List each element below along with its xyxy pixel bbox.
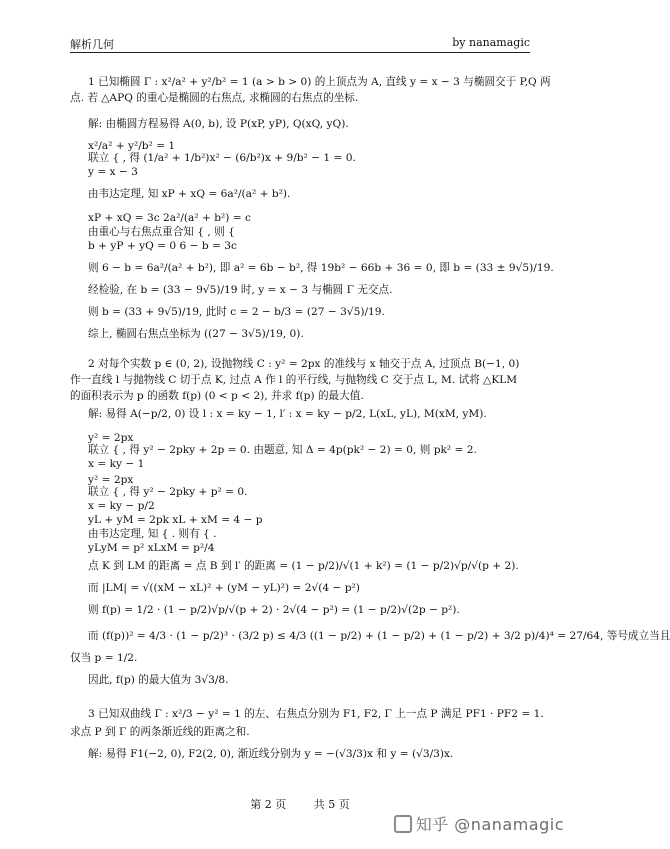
text-line-l20: 联立 { , 得 y² − 2pky + 2p = 0. 由题意, 知 Δ = 4p(pk² − 2) = 0, 则 pk² = 2. [88, 444, 477, 456]
text-line-l07: 由韦达定理, 知 xP + xQ = 6a²/(a² + b²). [88, 188, 291, 200]
footer-total-pages: 共 5 页 [313, 798, 350, 811]
text-line-l14: 综上, 椭圆右焦点坐标为 ((27 − 3√5)/19, 0). [88, 328, 304, 340]
text-line-l03: 解: 由椭圆方程易得 A(0, b), 设 P(xP, yP), Q(xQ, yQ). [88, 118, 349, 130]
text-line-l32: 仅当 p = 1/2. [70, 652, 138, 664]
text-line-l19: y² = 2px [88, 432, 134, 444]
zhihu-logo-icon [394, 815, 412, 833]
text-line-l17: 的面积表示为 p 的函数 f(p) (0 < p < 2), 并求 f(p) 的最大值. [70, 390, 364, 402]
text-line-l15: 2 对每个实数 p ∈ (0, 2), 设抛物线 C : y² = 2px 的准线与 x 轴交于点 A, 过顶点 B(−1, 0) [88, 358, 520, 370]
text-line-l33: 因此, f(p) 的最大值为 3√3/8. [88, 674, 229, 686]
text-line-l18: 解: 易得 A(−p/2, 0) 设 l : x = ky − 1, l′ : x = ky − p/2, L(xL, yL), M(xM, yM). [88, 408, 487, 420]
text-line-l28: 点 K 到 LM 的距离 = 点 B 到 l′ 的距离 = (1 − p/2)/√(1 + k²) = (1 − p/2)√p/√(p + 2). [88, 560, 519, 572]
text-line-l05: 联立 { , 得 (1/a² + 1/b²)x² − (6/b²)x + 9/b² − 1 = 0. [88, 152, 356, 164]
text-line-l06: y = x − 3 [88, 166, 138, 178]
text-line-l16: 作一直线 l 与抛物线 C 切于点 K, 过点 A 作 l 的平行线, 与抛物线 C 交于点 L, M. 试将 △KLM [70, 374, 518, 386]
text-line-l26: 由韦达定理, 知 { . 则有 { . [88, 528, 217, 540]
text-line-l21: x = ky − 1 [88, 458, 145, 470]
text-line-l22: y² = 2px [88, 474, 134, 486]
text-line-l11: 则 6 − b = 6a²/(a² + b²), 即 a² = 6b − b², 得 19b² − 66b + 36 = 0, 即 b = (33 ± 9√5)/19. [88, 262, 554, 274]
text-line-l04: x²/a² + y²/b² = 1 [88, 140, 176, 152]
text-line-l12: 经检验, 在 b = (33 − 9√5)/19 时, y = x − 3 与椭圆 Γ 无交点. [88, 284, 393, 296]
text-line-l23: 联立 { , 得 y² − 2pky + p² = 0. [88, 486, 248, 498]
header-rule [70, 52, 530, 53]
text-line-l25: yL + yM = 2pk xL + xM = 4 − p [88, 514, 263, 526]
text-line-l27: yLyM = p² xLxM = p²/4 [88, 542, 215, 554]
text-line-l13: 则 b = (33 + 9√5)/19, 此时 c = 2 − b/3 = (27 − 3√5)/19. [88, 306, 385, 318]
text-line-l08: xP + xQ = 3c 2a²/(a² + b²) = c [88, 212, 251, 224]
header-author: by nanamagic [452, 36, 530, 49]
text-line-l35: 求点 P 到 Γ 的两条渐近线的距离之和. [70, 726, 250, 738]
header-title: 解析几何 [70, 38, 114, 51]
watermark-text: 知乎 @nanamagic [415, 815, 564, 834]
footer [0, 796, 600, 812]
footer-page-number: 第 2 页 [250, 798, 287, 811]
watermark [394, 812, 564, 835]
text-line-l10: b + yP + yQ = 0 6 − b = 3c [88, 240, 237, 252]
text-line-l36: 解: 易得 F1(−2, 0), F2(2, 0), 渐近线分别为 y = −(√3/3)x 和 y = (√3/3)x. [88, 748, 454, 760]
text-line-l34: 3 已知双曲线 Γ : x²/3 − y² = 1 的左、右焦点分别为 F1, F2, Γ 上一点 P 满足 PF1 · PF2 = 1. [88, 708, 544, 720]
text-line-l24: x = ky − p/2 [88, 500, 155, 512]
text-line-l31: 而 (f(p))² = 4/3 · (1 − p/2)³ · (3/2 p) ≤ 4/3 ((1 − p/2) + (1 − p/2) + (1 − p/2) + 3/2 p)/4)⁴ = 27/64, 等号成立当且 [88, 630, 670, 642]
text-line-l29: 而 |LM| = √((xM − xL)² + (yM − yL)²) = 2√(4 − p²) [88, 582, 360, 594]
text-line-l30: 则 f(p) = 1/2 · (1 − p/2)√p/√(p + 2) · 2√(4 − p²) = (1 − p/2)√(2p − p²). [88, 604, 460, 616]
text-line-l02: 点. 若 △APQ 的重心是椭圆的右焦点, 求椭圆的右焦点的坐标. [70, 92, 359, 104]
text-line-l01: 1 已知椭圆 Γ : x²/a² + y²/b² = 1 (a > b > 0) 的上顶点为 A, 直线 y = x − 3 与椭圆交于 P,Q 两 [88, 76, 551, 88]
text-line-l09: 由重心与右焦点重合知 { , 则 { [88, 226, 235, 238]
